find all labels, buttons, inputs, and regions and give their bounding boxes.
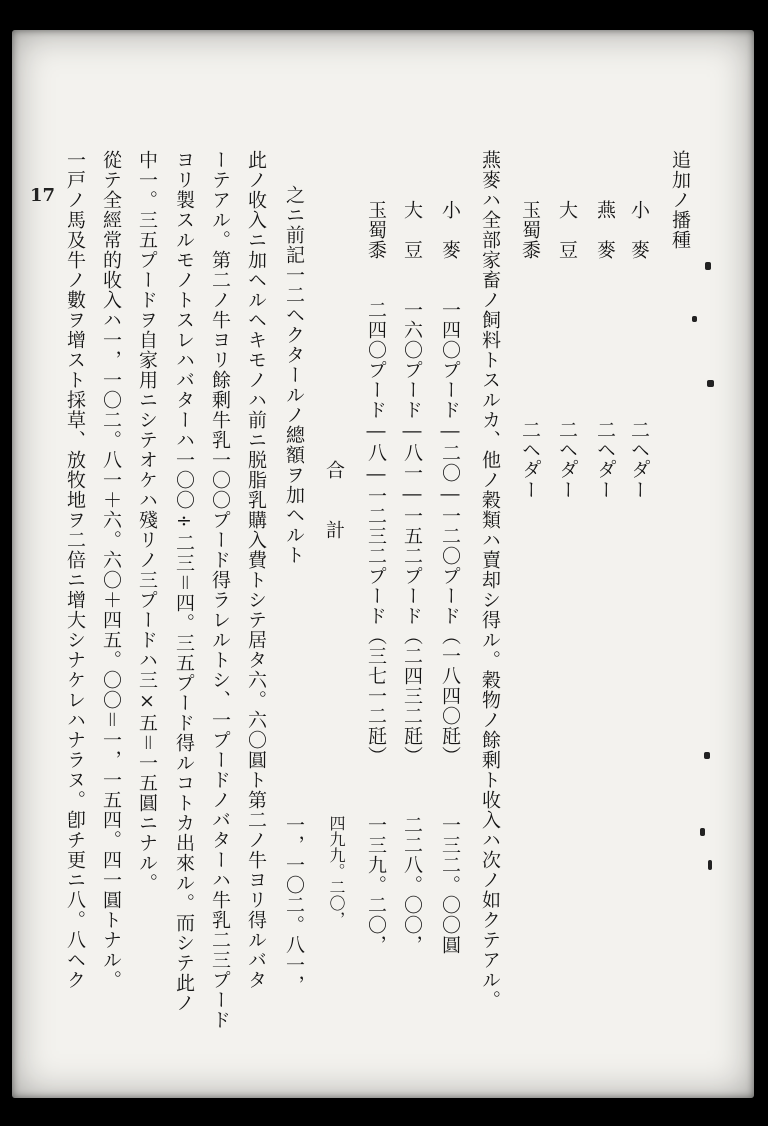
sale-detail-corn: 二四〇プード―八―一二三二プード（三七一二瓩） bbox=[365, 300, 387, 766]
scan-speck bbox=[704, 752, 710, 759]
scan-speck bbox=[707, 380, 714, 387]
scan-speck bbox=[692, 316, 697, 322]
crop-name-corn: 玉蜀黍 bbox=[519, 200, 541, 260]
sale-name-corn: 玉蜀黍 bbox=[365, 200, 387, 260]
paragraph-line: 中一。三五プードヲ自家用ニシテオケハ殘リノ三プードハ三×五＝一五圓ニナル。 bbox=[136, 150, 158, 893]
scan-speck bbox=[705, 262, 711, 270]
sale-amount-wheat: 一三二。〇〇圓 bbox=[439, 815, 461, 955]
sale-name-soy: 大 豆 bbox=[401, 200, 423, 260]
total-amount: 四九九。二〇， bbox=[327, 815, 346, 927]
scan-speck bbox=[708, 860, 712, 870]
paragraph-line: 一戸ノ馬及牛ノ數ヲ增スト採草、放牧地ヲ二倍ニ增大シナケレハナラヌ。卽チ更ニ八。八ヘク bbox=[64, 150, 86, 990]
crop-name-wheat: 小 麥 bbox=[628, 200, 650, 260]
crop-area-oats: 二ヘタ゚ー bbox=[594, 420, 616, 500]
crop-name-soy: 大 豆 bbox=[556, 200, 578, 260]
add-line: 之ニ前記一二ヘクタールノ總額ヲ加ヘルト bbox=[283, 185, 305, 565]
crop-name-oats: 燕 麥 bbox=[594, 200, 616, 260]
crop-area-corn: 二ヘタ゚ー bbox=[519, 420, 541, 500]
sale-name-wheat: 小 麥 bbox=[439, 200, 461, 260]
paragraph-line: ヨリ製スルモノトスレハバターハ一〇〇÷二三＝四。三五プード得ルコトカ出來ル。而シテ此ノ bbox=[173, 150, 195, 1013]
total-label: 合 計 bbox=[323, 460, 345, 540]
page-number: 17 bbox=[30, 185, 56, 206]
paragraph-line: ーテアル。第二ノ牛ヨリ餘剰牛乳一〇〇プード得ラレルトシ、一プードノバターハ牛乳二三プード bbox=[209, 150, 231, 1030]
sale-amount-corn: 一三九。二〇， bbox=[365, 815, 387, 955]
sale-detail-soy: 一六〇プード―八一―一五二プード（二四三二瓩） bbox=[401, 300, 423, 766]
grand-total: 一，一〇二。八一， bbox=[283, 815, 305, 995]
crop-area-soy: 二ヘタ゚ー bbox=[556, 420, 578, 500]
sale-amount-soy: 二二八。〇〇， bbox=[401, 815, 423, 955]
scan-speck bbox=[700, 828, 705, 836]
paragraph-line: 此ノ收入ニ加ヘルヘキモノハ前ニ脱脂乳購入費トシテ居タ六。六〇圓ト第二ノ牛ヨリ得ルバタ bbox=[245, 150, 267, 990]
crop-area-wheat: 二ヘタ゚ー bbox=[628, 420, 650, 500]
oats-note: 燕麥ハ全部家畜ノ飼料トスルカ、他ノ穀類ハ賣却シ得ル。穀物ノ餘剰ト收入ハ次ノ如クテアル。 bbox=[479, 150, 501, 1010]
sale-detail-wheat: 一四〇プード―二〇―一二〇プード（一八四〇瓩） bbox=[439, 300, 461, 766]
paragraph-line: 從テ全經常的收入ハ一，一〇二。八一＋六。六〇＋四五。〇〇＝一，一五四。四一圓トナル。 bbox=[100, 150, 122, 990]
section-heading: 追加ノ播種 bbox=[669, 150, 691, 250]
